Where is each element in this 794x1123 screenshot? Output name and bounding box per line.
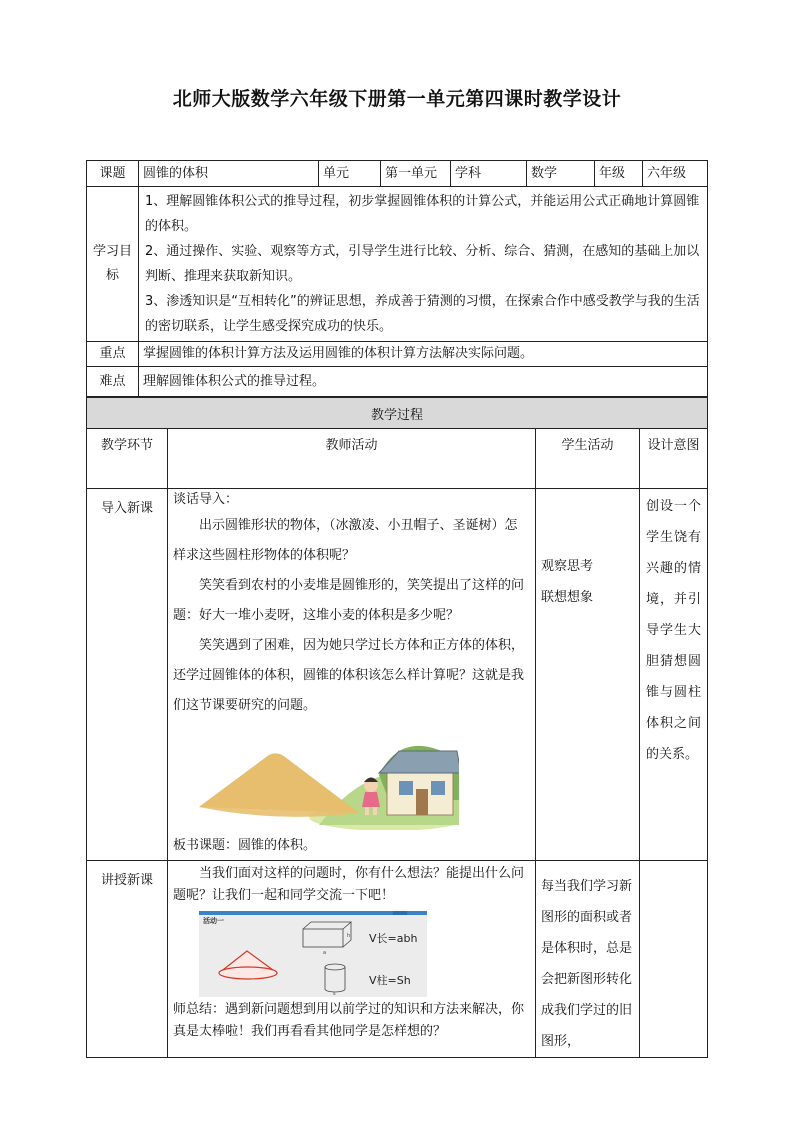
unit-value: 第一单元 [381,161,451,187]
col-design-header: 设计意图 [640,429,708,489]
topic-label: 课题 [87,161,139,187]
unit-label: 单元 [319,161,381,187]
lesson-info-table [86,160,708,397]
wheat-pile-illustration [199,725,459,830]
grade-label: 年级 [595,161,643,187]
design-intent-intro: 创设一个学生饶有兴趣的情境，并引导学生大胆猜想圆锥与圆柱体积之间的关系。 [640,489,708,861]
paragraph: 笑笑遇到了困难，因为她只学过长方体和正方体的体积，还学过圆锥体的体积，圆锥的体积该怎么样计算呢？这就是我们这节课要研究的问题。 [173,638,525,713]
key-point-value: 掌握圆锥的体积计算方法及运用圆锥的体积计算方法解决实际问题。 [139,342,708,367]
goal-item: 3、渗透知识是“互相转化”的辨证思想，养成善于猜测的习惯，在探索合作中感受教学与我的生活的密切联系，让学生感受探究成功的快乐。 [145,294,700,334]
col-teacher-header: 教师活动 [168,429,536,489]
teaching-process-table [86,397,708,1058]
difficulty-label: 难点 [87,367,139,397]
activity-tag: 活动一 [203,917,224,925]
paragraph: 出示圆锥形状的物体，（冰激凌、小丑帽子、圣诞树）怎样求这些圆柱形物体的体积呢？ [173,518,518,563]
design-intent-new [640,861,708,1058]
student-line: 观察思考 [541,559,594,574]
student-line: 联想想象 [541,590,594,605]
grade-value: 六年级 [643,161,708,187]
goals-cell [139,187,708,342]
difficulty-value: 理解圆锥体积公式的推导过程。 [139,367,708,397]
subject-label: 学科 [451,161,527,187]
page-title: 北师大版数学六年级下册第一单元第四课时教学设计 [172,88,622,110]
paragraph: 笑笑看到农村的小麦堆是圆锥形的，笑笑提出了这样的问题：好大一堆小麦呀，这堆小麦的体积是多少呢？ [173,578,525,623]
formula-cylinder: V柱=Sh [369,974,411,987]
formula-cuboid: V长=abh [369,932,418,945]
paragraph: 当我们面对这样的问题时，你有什么想法？能提出什么问题呢？让我们一起和同学交流一下吧！ [173,866,525,903]
teacher-summary: 师总结：遇到新问题想到用以前学过的知识和方法来解决，你真是太棒啦！我们再看看其他同学是怎样想的？ [173,1002,525,1039]
intro-line: 谈话导入： [173,492,239,507]
svg-text:s: s [333,991,336,997]
subject-value: 数学 [527,161,595,187]
student-activity-intro [536,489,640,861]
goals-label: 学习目标 [87,187,139,342]
goal-item: 2、通过操作、实验、观察等方式，引导学生进行比较、分析、综合、猜测，在感知的基础上加以判断、推理来获取新知识。 [145,244,700,284]
stage-new-lesson: 讲授新课 [87,861,168,1058]
teacher-activity-intro [168,489,536,861]
activity-one-figure [199,911,427,997]
teacher-activity-new [168,861,536,1058]
col-stage-header: 教学环节 [87,429,168,489]
col-student-header: 学生活动 [536,429,640,489]
svg-text:h: h [347,933,351,939]
stage-intro: 导入新课 [87,489,168,861]
student-activity-new: 每当我们学习新图形的面积或者是体积时，总是会把新图形转化成我们学过的旧图形， [536,861,640,1058]
goal-item: 1、理解圆锥体积公式的推导过程，初步掌握圆锥体积的计算公式，并能运用公式正确地计算圆锥的体积。 [145,194,700,234]
key-point-label: 重点 [87,342,139,367]
svg-text:a: a [323,950,327,956]
board-title: 板书课题：圆锥的体积。 [173,838,317,853]
topic-value: 圆锥的体积 [139,161,319,187]
process-header: 教学过程 [87,398,708,429]
